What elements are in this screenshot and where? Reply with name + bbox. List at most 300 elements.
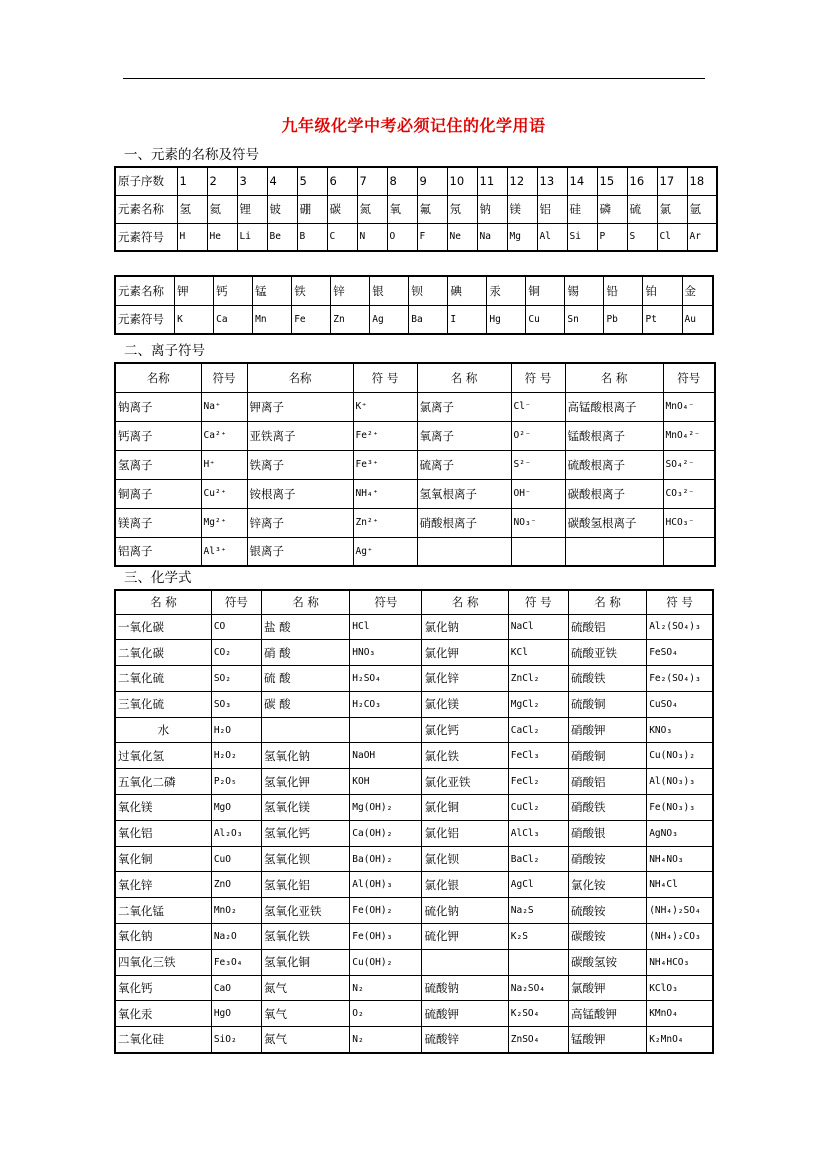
- compound-name: 氯化钾: [422, 640, 508, 666]
- table-row: [115, 949, 713, 975]
- compound-name: 碳 酸: [261, 691, 349, 717]
- formula-symbol: KOH: [350, 769, 422, 795]
- ion-symbol: OH⁻: [511, 479, 565, 508]
- header-rule: [123, 78, 705, 79]
- ion-name: 银离子: [247, 537, 353, 566]
- compound-name: 氧化镁: [115, 795, 211, 821]
- element-symbol: I: [448, 305, 487, 334]
- formula-symbol: MgCl₂: [508, 691, 568, 717]
- formula-symbol: P₂O₅: [211, 769, 261, 795]
- table-row: [115, 614, 713, 640]
- element-symbol: Li: [237, 223, 267, 251]
- element-number: 10: [447, 167, 477, 195]
- formula-symbol: NH₄HCO₃: [647, 949, 713, 975]
- element-symbol: Ba: [409, 305, 448, 334]
- column-header: 符号: [201, 363, 247, 392]
- element-number: 17: [657, 167, 687, 195]
- element-name: 硅: [567, 195, 597, 223]
- element-name: 氩: [687, 195, 717, 223]
- formula-symbol: NaCl: [508, 614, 568, 640]
- element-symbol: Ar: [687, 223, 717, 251]
- element-name: 银: [370, 276, 409, 305]
- compound-name: 硝酸铵: [568, 846, 646, 872]
- ion-symbol: Mg²⁺: [201, 508, 247, 537]
- element-name: 锌: [331, 276, 370, 305]
- element-name: 铅: [604, 276, 643, 305]
- table-row: [115, 846, 713, 872]
- formula-symbol: K₂S: [508, 924, 568, 950]
- compound-name: 硫酸铜: [568, 691, 646, 717]
- element-name: 金: [682, 276, 713, 305]
- column-header: 符号: [663, 363, 715, 392]
- table-row: [115, 450, 715, 479]
- table-row: [115, 769, 713, 795]
- element-name: 铜: [526, 276, 565, 305]
- formula-symbol: Na₂SO₄: [508, 975, 568, 1001]
- ion-name: 硝酸根离子: [417, 508, 511, 537]
- table-row: [115, 1001, 713, 1027]
- compound-name: 氢氧化镁: [261, 795, 349, 821]
- compound-name: 氯化钠: [422, 614, 508, 640]
- compound-name: 氮气: [261, 1027, 349, 1053]
- element-name: 碘: [448, 276, 487, 305]
- formula-symbol: N₂: [350, 1027, 422, 1053]
- compound-name: 硝酸银: [568, 820, 646, 846]
- ion-symbol: Fe³⁺: [353, 450, 417, 479]
- table-row: [115, 820, 713, 846]
- formula-symbol: NH₄Cl: [647, 872, 713, 898]
- compound-name: 硫酸亚铁: [568, 640, 646, 666]
- ion-name: 氯离子: [417, 392, 511, 421]
- section-heading-elements: 一、元素的名称及符号: [124, 147, 259, 163]
- element-symbol: Zn: [331, 305, 370, 334]
- formula-symbol: H₂O₂: [211, 743, 261, 769]
- table-row: [115, 872, 713, 898]
- compound-name: 氧化钙: [115, 975, 211, 1001]
- formula-symbol: K₂MnO₄: [647, 1027, 713, 1053]
- table-row: [115, 167, 717, 195]
- element-name: 氟: [417, 195, 447, 223]
- compound-name: 硫酸铵: [568, 898, 646, 924]
- formula-symbol: ZnSO₄: [508, 1027, 568, 1053]
- formula-symbol: FeCl₃: [508, 743, 568, 769]
- column-header: 名称: [115, 363, 201, 392]
- element-symbol: Au: [682, 305, 713, 334]
- ion-symbol: O²⁻: [511, 421, 565, 450]
- formula-symbol: NaOH: [350, 743, 422, 769]
- formula-symbol: ZnCl₂: [508, 666, 568, 692]
- table-header-row: [115, 590, 713, 614]
- compound-name: 氯化镁: [422, 691, 508, 717]
- element-number: 3: [237, 167, 267, 195]
- formula-symbol: MgO: [211, 795, 261, 821]
- element-name: 铂: [643, 276, 682, 305]
- compound-name: 氢氧化亚铁: [261, 898, 349, 924]
- ion-name: 钾离子: [247, 392, 353, 421]
- table-row: [115, 924, 713, 950]
- element-symbol: Pt: [643, 305, 682, 334]
- element-name: 汞: [487, 276, 526, 305]
- ion-name: 硫酸根离子: [565, 450, 663, 479]
- element-symbol: F: [417, 223, 447, 251]
- formula-symbol: Al₂(SO₄)₃: [647, 614, 713, 640]
- formula-symbol: HCl: [350, 614, 422, 640]
- compound-name: 硝酸铁: [568, 795, 646, 821]
- ion-name: 镁离子: [115, 508, 201, 537]
- table-row: [115, 392, 715, 421]
- formula-symbol: CuCl₂: [508, 795, 568, 821]
- formula-symbol: O₂: [350, 1001, 422, 1027]
- compound-name: 氯化铁: [422, 743, 508, 769]
- compound-name: 硫酸钠: [422, 975, 508, 1001]
- element-name: 硫: [627, 195, 657, 223]
- element-symbol: Ne: [447, 223, 477, 251]
- element-number: 14: [567, 167, 597, 195]
- ion-symbol: MnO₄²⁻: [663, 421, 715, 450]
- column-header: 名 称: [417, 363, 511, 392]
- ion-symbol: Ca²⁺: [201, 421, 247, 450]
- ion-symbol: [663, 537, 715, 566]
- table-row: [115, 508, 715, 537]
- ion-symbol: MnO₄⁻: [663, 392, 715, 421]
- formula-symbol: Al(NO₃)₃: [647, 769, 713, 795]
- page-title: 九年级化学中考必须记住的化学用语: [281, 116, 546, 135]
- formula-symbol: Na₂S: [508, 898, 568, 924]
- formula-symbol: HNO₃: [350, 640, 422, 666]
- table-row: [115, 421, 715, 450]
- formula-symbol: CO₂: [211, 640, 261, 666]
- compound-name: 氢氧化铁: [261, 924, 349, 950]
- compound-name: 氧化铜: [115, 846, 211, 872]
- formula-symbol: H₂SO₄: [350, 666, 422, 692]
- formula-symbol: (NH₄)₂CO₃: [647, 924, 713, 950]
- compound-name: 氢氧化铜: [261, 949, 349, 975]
- compound-name: 氯化银: [422, 872, 508, 898]
- compound-name: 硫酸铁: [568, 666, 646, 692]
- element-number: 13: [537, 167, 567, 195]
- element-name: 钡: [409, 276, 448, 305]
- formula-symbol: Ca(OH)₂: [350, 820, 422, 846]
- ion-symbol: Cu²⁺: [201, 479, 247, 508]
- formula-symbol: (NH₄)₂SO₄: [647, 898, 713, 924]
- elements-table-2: [114, 275, 714, 335]
- element-symbol: Na: [477, 223, 507, 251]
- formula-symbol: CaO: [211, 975, 261, 1001]
- element-symbol: Sn: [565, 305, 604, 334]
- compound-name: 氧化锌: [115, 872, 211, 898]
- element-symbol: Cl: [657, 223, 687, 251]
- table-row: [115, 537, 715, 566]
- element-number: 11: [477, 167, 507, 195]
- element-name: 氢: [177, 195, 207, 223]
- formula-symbol: Al(OH)₃: [350, 872, 422, 898]
- element-number: 8: [387, 167, 417, 195]
- ion-name: 氧离子: [417, 421, 511, 450]
- element-name: 氦: [207, 195, 237, 223]
- ion-symbol: H⁺: [201, 450, 247, 479]
- element-number: 12: [507, 167, 537, 195]
- formula-symbol: ZnO: [211, 872, 261, 898]
- ion-name: 锰酸根离子: [565, 421, 663, 450]
- formula-symbol: AgNO₃: [647, 820, 713, 846]
- ion-name: 钙离子: [115, 421, 201, 450]
- element-number: 7: [357, 167, 387, 195]
- element-symbol: Mn: [253, 305, 292, 334]
- element-number: 5: [297, 167, 327, 195]
- formula-symbol: AgCl: [508, 872, 568, 898]
- element-number: 18: [687, 167, 717, 195]
- element-number: 6: [327, 167, 357, 195]
- element-name: 钠: [477, 195, 507, 223]
- formula-symbol: Fe(NO₃)₃: [647, 795, 713, 821]
- ion-name: 高锰酸根离子: [565, 392, 663, 421]
- element-symbol: Hg: [487, 305, 526, 334]
- ion-name: 铜离子: [115, 479, 201, 508]
- element-name: 氧: [387, 195, 417, 223]
- compound-name: 硝酸铝: [568, 769, 646, 795]
- compound-name: 硝 酸: [261, 640, 349, 666]
- ion-symbol: S²⁻: [511, 450, 565, 479]
- element-name: 钙: [214, 276, 253, 305]
- element-name: 氖: [447, 195, 477, 223]
- table-row: [115, 305, 713, 334]
- element-name: 锂: [237, 195, 267, 223]
- ion-symbol: Ag⁺: [353, 537, 417, 566]
- column-header: 符号: [350, 590, 422, 614]
- element-symbol: B: [297, 223, 327, 251]
- compound-name: 氢氧化钠: [261, 743, 349, 769]
- element-name: 氮: [357, 195, 387, 223]
- compound-name: 氢氧化钾: [261, 769, 349, 795]
- column-header: 符 号: [353, 363, 417, 392]
- row-label: 元素名称: [115, 195, 177, 223]
- formula-symbol: BaCl₂: [508, 846, 568, 872]
- table-row: [115, 717, 713, 743]
- ion-name: [417, 537, 511, 566]
- section-heading-formulas: 三、化学式: [124, 570, 192, 586]
- formulas-table: [114, 589, 714, 1054]
- column-header: 符号: [211, 590, 261, 614]
- row-label: 元素名称: [115, 276, 175, 305]
- compound-name: 二氧化硅: [115, 1027, 211, 1053]
- ion-symbol: K⁺: [353, 392, 417, 421]
- ion-symbol: NH₄⁺: [353, 479, 417, 508]
- formula-symbol: KNO₃: [647, 717, 713, 743]
- compound-name: 硝酸铜: [568, 743, 646, 769]
- table-row: [115, 195, 717, 223]
- formula-symbol: CuSO₄: [647, 691, 713, 717]
- compound-name: 氯酸钾: [568, 975, 646, 1001]
- compound-name: 氯化钡: [422, 846, 508, 872]
- compound-name: 三氧化硫: [115, 691, 211, 717]
- element-symbol: O: [387, 223, 417, 251]
- formula-symbol: Mg(OH)₂: [350, 795, 422, 821]
- table-row: [115, 975, 713, 1001]
- column-header: 名 称: [568, 590, 646, 614]
- table-row: [115, 479, 715, 508]
- compound-name: 氯化钙: [422, 717, 508, 743]
- compound-name: 氯化亚铁: [422, 769, 508, 795]
- element-name: 铍: [267, 195, 297, 223]
- table-row: [115, 666, 713, 692]
- compound-name: 硝酸钾: [568, 717, 646, 743]
- table-row: [115, 795, 713, 821]
- formula-symbol: Na₂O: [211, 924, 261, 950]
- compound-name: 氮气: [261, 975, 349, 1001]
- element-number: 15: [597, 167, 627, 195]
- column-header: 名 称: [261, 590, 349, 614]
- table-row: [115, 691, 713, 717]
- formula-symbol: Ba(OH)₂: [350, 846, 422, 872]
- compound-name: 氯化铜: [422, 795, 508, 821]
- formula-symbol: CaCl₂: [508, 717, 568, 743]
- element-number: 16: [627, 167, 657, 195]
- formula-symbol: Fe(OH)₃: [350, 924, 422, 950]
- element-number: 9: [417, 167, 447, 195]
- row-label: 元素符号: [115, 223, 177, 251]
- ion-name: 碳酸氢根离子: [565, 508, 663, 537]
- ion-symbol: Zn²⁺: [353, 508, 417, 537]
- formula-symbol: Cu(OH)₂: [350, 949, 422, 975]
- table-row: [115, 640, 713, 666]
- compound-name: 硫化钾: [422, 924, 508, 950]
- ion-name: 锌离子: [247, 508, 353, 537]
- ion-symbol: Cl⁻: [511, 392, 565, 421]
- formula-symbol: FeCl₂: [508, 769, 568, 795]
- row-label: 原子序数: [115, 167, 177, 195]
- element-symbol: K: [175, 305, 214, 334]
- element-symbol: Cu: [526, 305, 565, 334]
- ion-name: [565, 537, 663, 566]
- column-header: 名 称: [565, 363, 663, 392]
- element-number: 4: [267, 167, 297, 195]
- formula-symbol: H₂CO₃: [350, 691, 422, 717]
- compound-name: 二氧化锰: [115, 898, 211, 924]
- formula-symbol: SO₂: [211, 666, 261, 692]
- element-name: 锡: [565, 276, 604, 305]
- ion-symbol: SO₄²⁻: [663, 450, 715, 479]
- compound-name: 硫酸铝: [568, 614, 646, 640]
- compound-name: 碳酸铵: [568, 924, 646, 950]
- table-header-row: [115, 363, 715, 392]
- compound-name: 硫 酸: [261, 666, 349, 692]
- ion-name: 硫离子: [417, 450, 511, 479]
- compound-name: [422, 949, 508, 975]
- compound-name: 氢氧化钙: [261, 820, 349, 846]
- row-label: 元素符号: [115, 305, 175, 334]
- element-name: 钾: [175, 276, 214, 305]
- element-name: 铁: [292, 276, 331, 305]
- formula-symbol: FeSO₄: [647, 640, 713, 666]
- ion-symbol: CO₃²⁻: [663, 479, 715, 508]
- column-header: 符 号: [647, 590, 713, 614]
- element-symbol: Mg: [507, 223, 537, 251]
- ion-name: 铵根离子: [247, 479, 353, 508]
- formula-symbol: Cu(NO₃)₂: [647, 743, 713, 769]
- ion-name: 碳酸根离子: [565, 479, 663, 508]
- ions-table: [114, 362, 716, 567]
- element-number: 1: [177, 167, 207, 195]
- compound-name: 硫酸锌: [422, 1027, 508, 1053]
- element-name: 锰: [253, 276, 292, 305]
- compound-name: 氢氧化铝: [261, 872, 349, 898]
- formula-symbol: CuO: [211, 846, 261, 872]
- formula-symbol: Fe₃O₄: [211, 949, 261, 975]
- formula-symbol: Al₂O₃: [211, 820, 261, 846]
- compound-name: 硫化钠: [422, 898, 508, 924]
- formula-symbol: NH₄NO₃: [647, 846, 713, 872]
- table-row: [115, 223, 717, 251]
- element-name: 碳: [327, 195, 357, 223]
- element-symbol: C: [327, 223, 357, 251]
- formula-symbol: SiO₂: [211, 1027, 261, 1053]
- element-symbol: Al: [537, 223, 567, 251]
- compound-name: 氢氧化钡: [261, 846, 349, 872]
- element-symbol: Ag: [370, 305, 409, 334]
- element-name: 磷: [597, 195, 627, 223]
- element-symbol: S: [627, 223, 657, 251]
- compound-name: 一氧化碳: [115, 614, 211, 640]
- element-name: 铝: [537, 195, 567, 223]
- formula-symbol: H₂O: [211, 717, 261, 743]
- compound-name: 氯化铝: [422, 820, 508, 846]
- column-header: 名 称: [115, 590, 211, 614]
- ion-symbol: NO₃⁻: [511, 508, 565, 537]
- compound-name: [261, 717, 349, 743]
- ion-name: 钠离子: [115, 392, 201, 421]
- compound-name: 盐 酸: [261, 614, 349, 640]
- compound-name: 氯化铵: [568, 872, 646, 898]
- column-header: 符 号: [511, 363, 565, 392]
- ion-name: 亚铁离子: [247, 421, 353, 450]
- element-symbol: N: [357, 223, 387, 251]
- formula-symbol: MnO₂: [211, 898, 261, 924]
- formula-symbol: Fe₂(SO₄)₃: [647, 666, 713, 692]
- table-row: [115, 1027, 713, 1053]
- ion-name: 氢离子: [115, 450, 201, 479]
- formula-symbol: Fe(OH)₂: [350, 898, 422, 924]
- column-header: 名称: [247, 363, 353, 392]
- element-symbol: H: [177, 223, 207, 251]
- formula-symbol: KCl: [508, 640, 568, 666]
- element-name: 镁: [507, 195, 537, 223]
- compound-name: 碳酸氢铵: [568, 949, 646, 975]
- column-header: 名 称: [422, 590, 508, 614]
- compound-name: 五氧化二磷: [115, 769, 211, 795]
- ion-symbol: Al³⁺: [201, 537, 247, 566]
- compound-name: 氧化铝: [115, 820, 211, 846]
- element-symbol: Si: [567, 223, 597, 251]
- compound-name: 氧化汞: [115, 1001, 211, 1027]
- compound-name: 硫酸钾: [422, 1001, 508, 1027]
- element-symbol: He: [207, 223, 237, 251]
- element-symbol: Fe: [292, 305, 331, 334]
- compound-name: 高锰酸钾: [568, 1001, 646, 1027]
- compound-name: 氯化锌: [422, 666, 508, 692]
- table-row: [115, 276, 713, 305]
- compound-name: 氧气: [261, 1001, 349, 1027]
- element-symbol: Be: [267, 223, 297, 251]
- compound-name: 过氧化氢: [115, 743, 211, 769]
- element-symbol: Ca: [214, 305, 253, 334]
- formula-symbol: CO: [211, 614, 261, 640]
- ion-name: 铁离子: [247, 450, 353, 479]
- ion-name: 铝离子: [115, 537, 201, 566]
- formula-symbol: HgO: [211, 1001, 261, 1027]
- formula-symbol: [350, 717, 422, 743]
- formula-symbol: K₂SO₄: [508, 1001, 568, 1027]
- formula-symbol: [508, 949, 568, 975]
